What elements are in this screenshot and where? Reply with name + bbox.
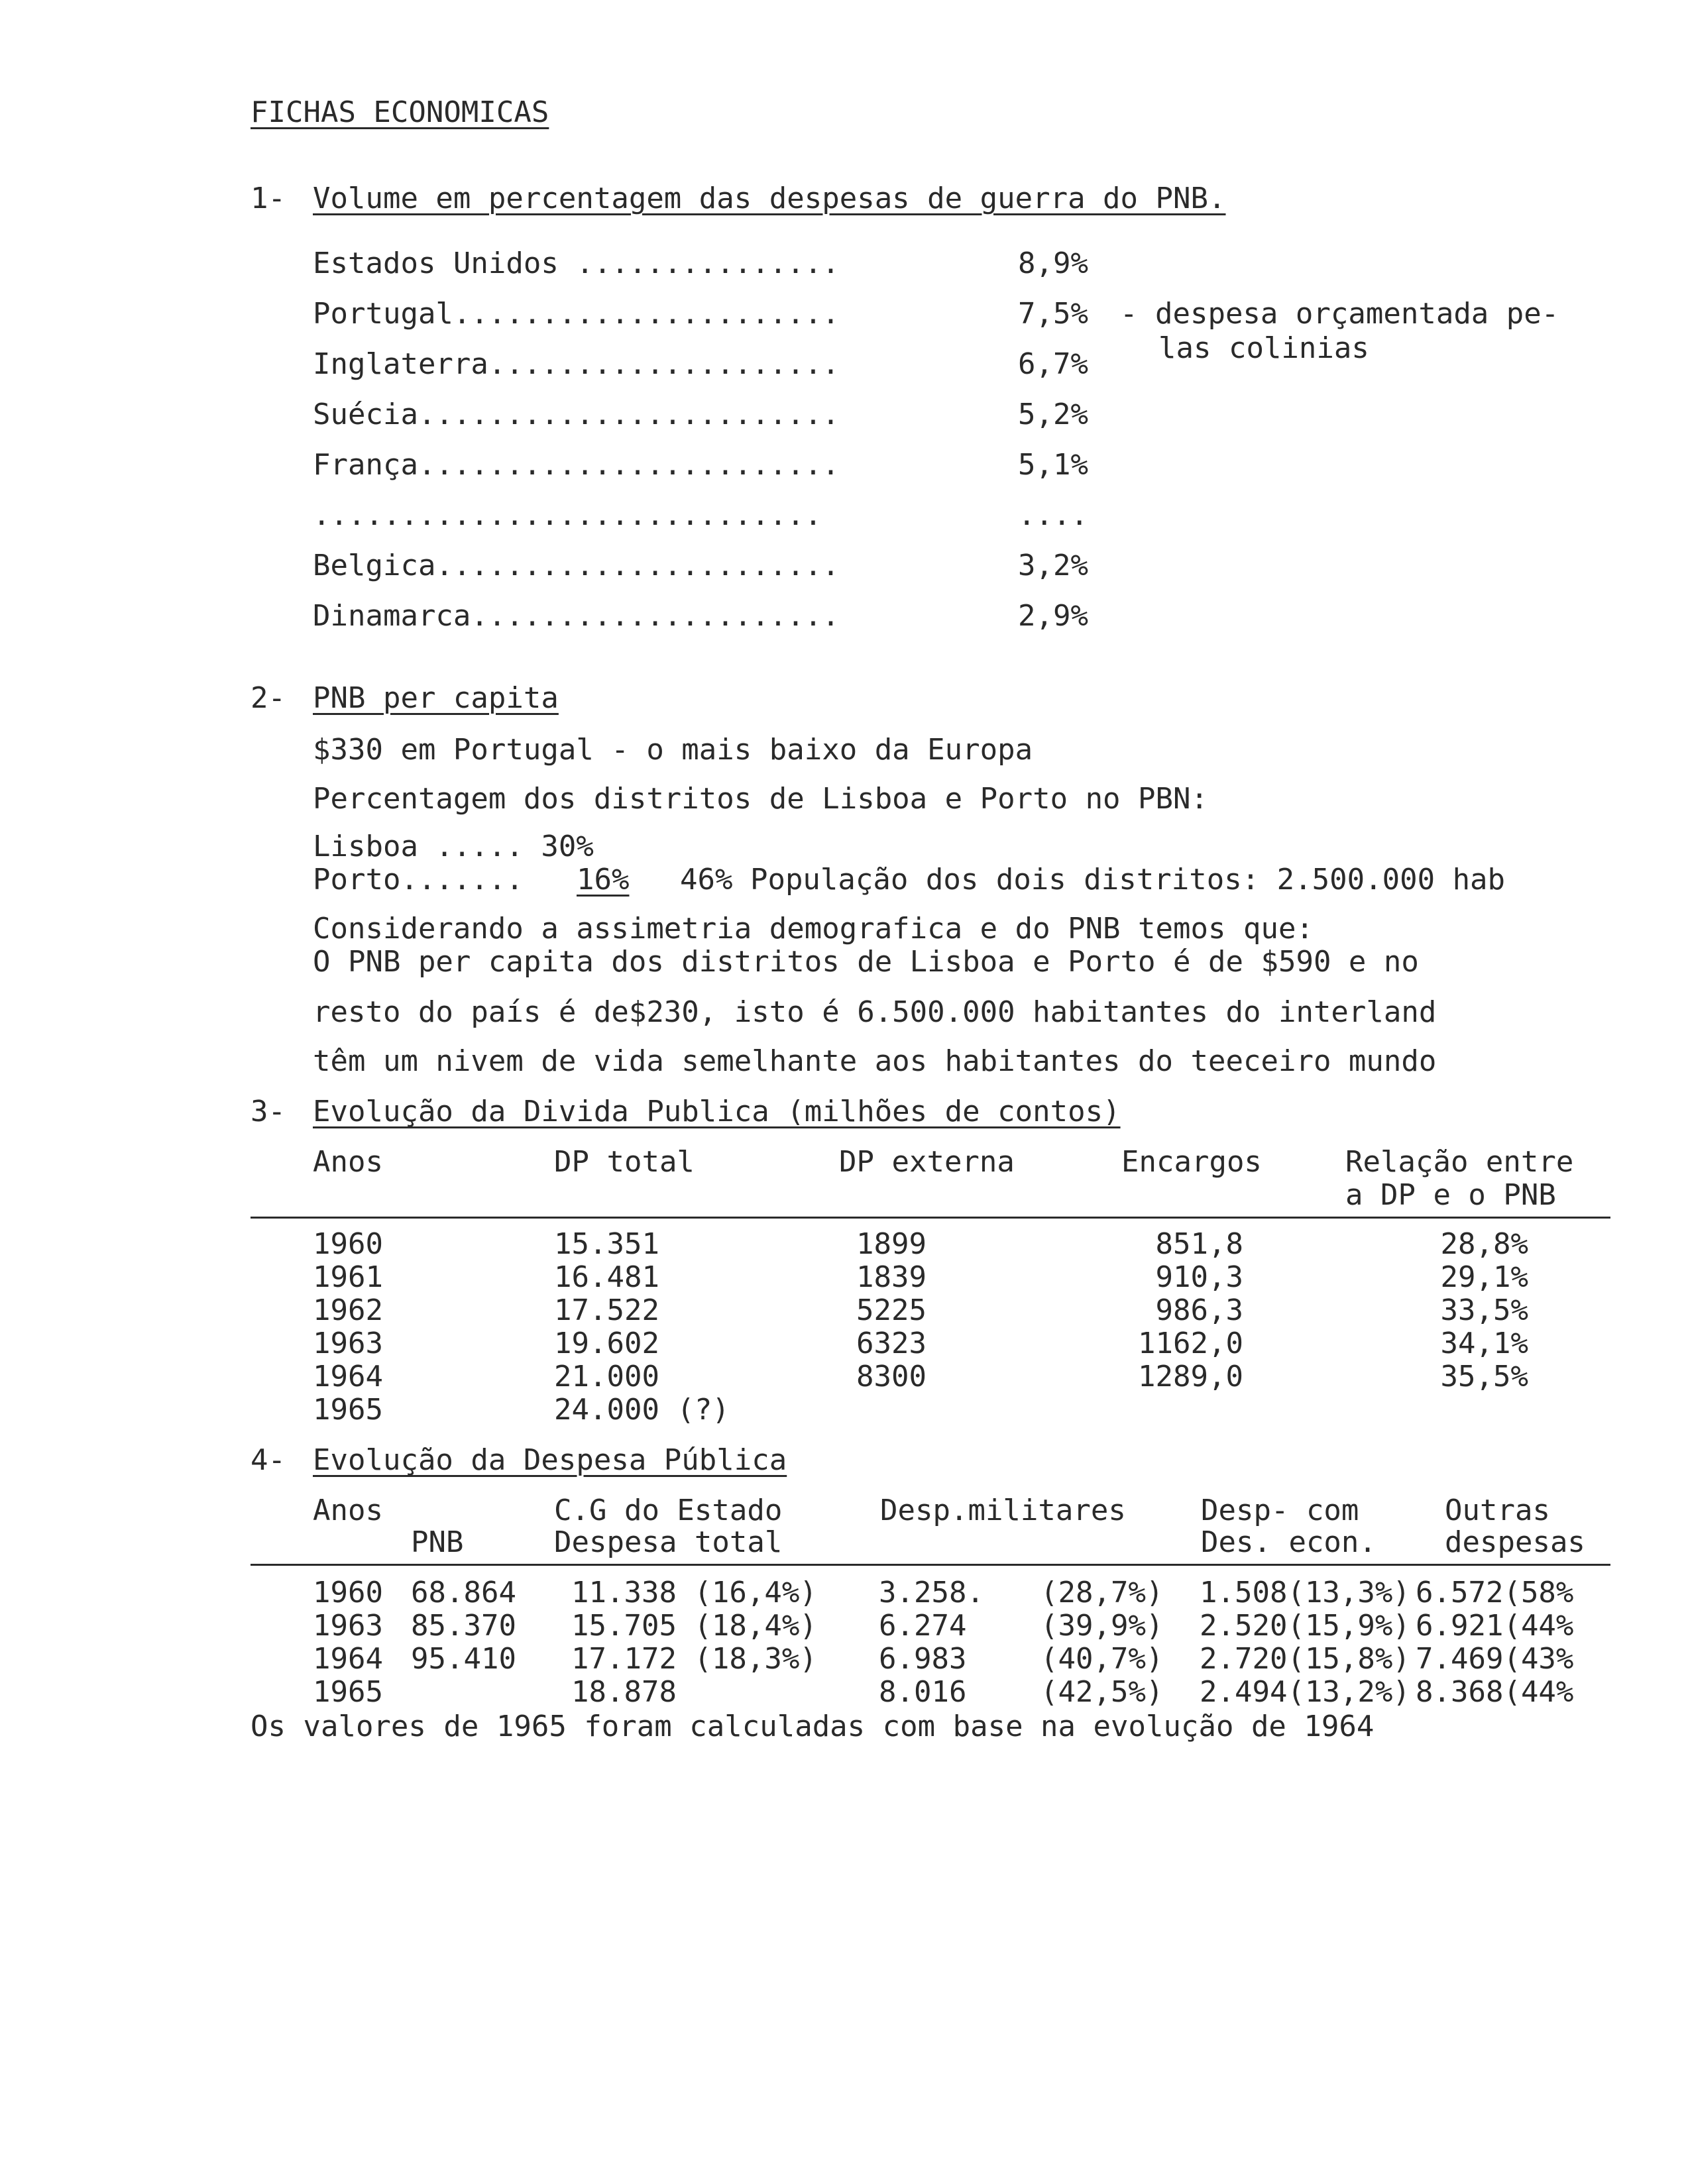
- text-line: têm um nivem de vida semelhante aos habitantes do teeceiro mundo: [313, 1044, 1437, 1078]
- table-cell: 68.864: [411, 1576, 516, 1610]
- table-cell: 8.368(44%: [1416, 1675, 1574, 1709]
- section-1-number: 1-: [251, 182, 286, 215]
- text-line: Considerando a assimetria demografica e do PNB temos que:: [313, 912, 1314, 946]
- portugal-note-continued: las colinias: [1158, 331, 1369, 365]
- column-header: DP total: [554, 1145, 695, 1179]
- section-2-heading: PNB per capita: [313, 681, 559, 715]
- table-cell: 2.520(15,9%): [1200, 1609, 1410, 1643]
- page-title: FICHAS ECONOMICAS: [251, 95, 549, 129]
- table-cell: 1.508(13,3%): [1200, 1576, 1410, 1610]
- column-header: Desp.militares: [880, 1494, 1126, 1527]
- column-header: Anos: [313, 1494, 383, 1527]
- list-item-label: Belgica.......................: [313, 549, 840, 582]
- column-header: despesas: [1445, 1525, 1585, 1559]
- table-cell: 1839: [856, 1260, 927, 1294]
- column-header: Despesa total: [554, 1525, 783, 1559]
- table-cell: 19.602: [554, 1327, 659, 1360]
- list-item-label: França........................: [313, 448, 840, 482]
- lisboa-share: Lisboa ..... 30%: [313, 830, 594, 863]
- text-line: O PNB per capita dos distritos de Lisboa e Porto é de $590 e no: [313, 945, 1419, 979]
- table-cell: 95.410: [411, 1642, 516, 1676]
- table-cell: 21.000: [554, 1360, 659, 1393]
- footnote: Os valores de 1965 foram calculadas com base na evolução de 1964: [251, 1710, 1375, 1743]
- list-item-value: 8,9%: [1018, 246, 1088, 280]
- table-cell: (42,5%): [1040, 1675, 1164, 1709]
- table-cell: 1964: [313, 1642, 383, 1676]
- table-cell: 11.338 (16,4%): [571, 1576, 817, 1610]
- header-rule: [251, 1217, 1610, 1219]
- section-4-number: 4-: [251, 1443, 286, 1477]
- table-cell: 2.494(13,2%): [1200, 1675, 1410, 1709]
- table-cell: 17.172 (18,3%): [571, 1642, 817, 1676]
- column-header: PNB: [411, 1525, 464, 1559]
- column-header: C.G do Estado: [554, 1494, 783, 1527]
- section-1-heading: Volume em percentagem das despesas de guerra do PNB.: [313, 182, 1226, 215]
- table-cell: 24.000 (?): [554, 1393, 730, 1427]
- list-item-label: Dinamarca.....................: [313, 599, 840, 633]
- section-3-number: 3-: [251, 1095, 286, 1128]
- column-header: DP externa: [839, 1145, 1015, 1179]
- table-cell: 1964: [313, 1360, 383, 1393]
- list-item-label: Suécia........................: [313, 398, 840, 431]
- table-cell: 35,5%: [1440, 1360, 1528, 1393]
- column-header: a DP e o PNB: [1345, 1178, 1556, 1212]
- list-item-label: Estados Unidos ...............: [313, 246, 840, 280]
- porto-share-value: 16%: [577, 863, 630, 897]
- table-cell: 1960: [313, 1576, 383, 1610]
- table-cell: 8300: [856, 1360, 927, 1393]
- table-cell: 6.983: [879, 1642, 967, 1676]
- table-cell: 28,8%: [1440, 1227, 1528, 1261]
- table-cell: 16.481: [554, 1260, 659, 1294]
- list-item-value: 5,1%: [1018, 448, 1088, 482]
- table-cell: 18.878: [571, 1675, 677, 1709]
- table-cell: 1963: [313, 1327, 383, 1360]
- column-header: Encargos: [1121, 1145, 1262, 1179]
- table-cell: 6.921(44%: [1416, 1609, 1574, 1643]
- table-cell: 5225: [856, 1293, 927, 1327]
- table-cell: 34,1%: [1440, 1327, 1528, 1360]
- text-line: Percentagem dos distritos de Lisboa e Porto no PBN:: [313, 782, 1209, 816]
- table-cell: 85.370: [411, 1609, 516, 1643]
- column-header: Desp- com: [1201, 1494, 1359, 1527]
- column-header: Relação entre: [1345, 1145, 1574, 1179]
- table-cell: 1965: [313, 1393, 383, 1427]
- table-cell: 29,1%: [1440, 1260, 1528, 1294]
- section-4-heading: Evolução da Despesa Pública: [313, 1443, 787, 1477]
- list-item-value: 5,2%: [1018, 398, 1088, 431]
- porto-share-label: Porto.......: [313, 863, 524, 897]
- table-cell: 851,8: [1155, 1227, 1243, 1261]
- column-header: Outras: [1445, 1494, 1550, 1527]
- table-cell: (28,7%): [1040, 1576, 1164, 1610]
- table-cell: 910,3: [1155, 1260, 1243, 1294]
- table-cell: 1162,0: [1138, 1327, 1243, 1360]
- header-rule: [251, 1564, 1610, 1566]
- list-item-value: ....: [1018, 498, 1088, 532]
- column-header: Des. econ.: [1201, 1525, 1377, 1559]
- table-cell: 7.469(43%: [1416, 1642, 1574, 1676]
- section-2-number: 2-: [251, 681, 286, 715]
- table-cell: 986,3: [1155, 1293, 1243, 1327]
- list-item-value: 2,9%: [1018, 599, 1088, 633]
- text-line: $330 em Portugal - o mais baixo da Europa: [313, 733, 1033, 767]
- list-item-value: 3,2%: [1018, 549, 1088, 582]
- table-cell: 6323: [856, 1327, 927, 1360]
- list-item-label: .............................: [313, 498, 822, 532]
- table-cell: 1899: [856, 1227, 927, 1261]
- list-item-label: Portugal......................: [313, 297, 840, 331]
- table-cell: 1960: [313, 1227, 383, 1261]
- table-cell: 1962: [313, 1293, 383, 1327]
- table-cell: (40,7%): [1040, 1642, 1164, 1676]
- table-cell: 15.705 (18,4%): [571, 1609, 817, 1643]
- table-cell: (39,9%): [1040, 1609, 1164, 1643]
- portugal-note: - despesa orçamentada pe-: [1120, 297, 1559, 331]
- text-line: resto do país é de$230, isto é 6.500.000 habitantes do interland: [313, 995, 1437, 1029]
- population-note: 46% População dos dois distritos: 2.500.000 hab: [680, 863, 1506, 897]
- table-cell: 6.274: [879, 1609, 967, 1643]
- table-cell: 1965: [313, 1675, 383, 1709]
- table-cell: 8.016: [879, 1675, 967, 1709]
- table-cell: 3.258.: [879, 1576, 984, 1610]
- table-cell: 15.351: [554, 1227, 659, 1261]
- table-cell: 6.572(58%: [1416, 1576, 1574, 1610]
- column-header: Anos: [313, 1145, 383, 1179]
- table-cell: 2.720(15,8%): [1200, 1642, 1410, 1676]
- table-cell: 33,5%: [1440, 1293, 1528, 1327]
- list-item-value: 7,5%: [1018, 297, 1088, 331]
- table-cell: 1961: [313, 1260, 383, 1294]
- list-item-value: 6,7%: [1018, 347, 1088, 381]
- section-3-heading: Evolução da Divida Publica (milhões de contos): [313, 1095, 1121, 1128]
- table-cell: 1963: [313, 1609, 383, 1643]
- table-cell: 17.522: [554, 1293, 659, 1327]
- table-cell: 1289,0: [1138, 1360, 1243, 1393]
- list-item-label: Inglaterra....................: [313, 347, 840, 381]
